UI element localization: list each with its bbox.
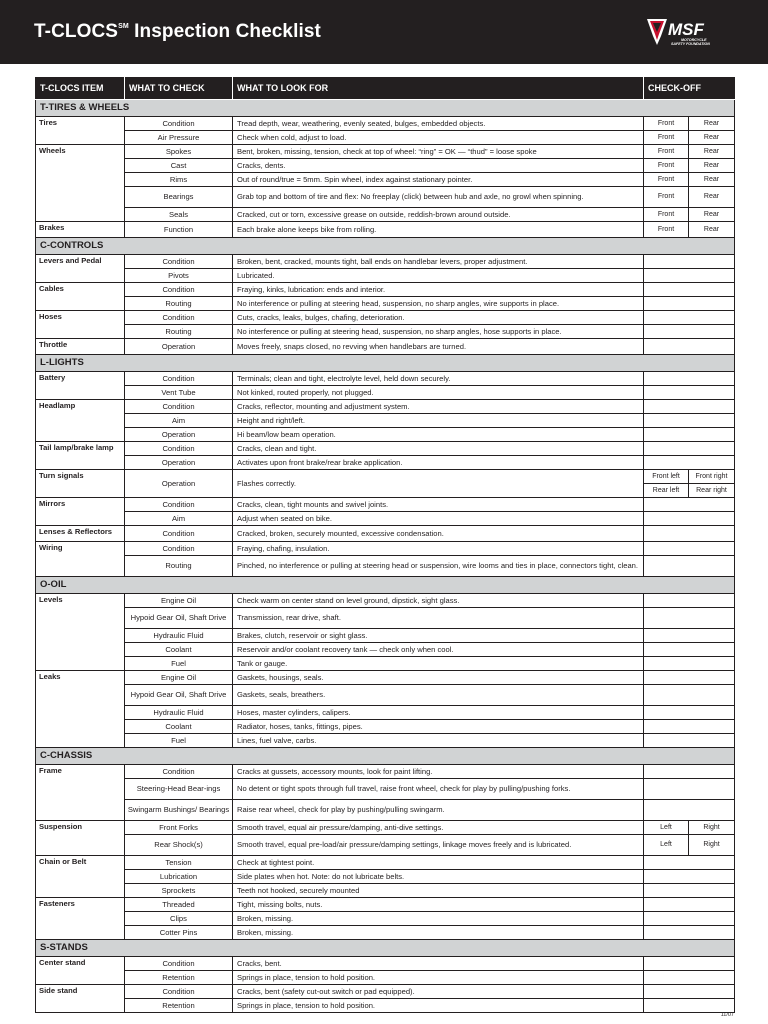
check-cell: Threaded — [125, 898, 233, 912]
checkoff-box[interactable] — [644, 297, 735, 311]
check-cell: Coolant — [125, 643, 233, 657]
checkoff-box[interactable] — [644, 671, 735, 685]
item-cell: Cables — [36, 283, 125, 311]
check-cell: Function — [125, 222, 233, 238]
look-for-cell: Check at tightest point. — [233, 856, 644, 870]
checkoff-box[interactable] — [644, 526, 735, 542]
look-for-cell: Cracked, cut or torn, excessive grease on outside, reddish-brown around outside. — [233, 208, 644, 222]
look-for-cell: Gaskets, housings, seals. — [233, 671, 644, 685]
check-cell: Air Pressure — [125, 131, 233, 145]
table-row — [36, 870, 735, 884]
check-cell: Condition — [125, 542, 233, 556]
col-header-check: WHAT TO CHECK — [125, 78, 233, 100]
item-cell: Hoses — [36, 311, 125, 339]
footer-code: 11/07 — [720, 1012, 734, 1018]
table-row — [36, 339, 735, 355]
look-for-cell: Fraying, chafing, insulation. — [233, 542, 644, 556]
checkoff-box[interactable]: Rear — [689, 222, 735, 238]
check-cell: Fuel — [125, 734, 233, 748]
look-for-cell: Flashes correctly. — [233, 470, 644, 498]
checkoff-box[interactable]: Rear — [689, 145, 735, 159]
table-row — [36, 222, 735, 238]
look-for-cell: Gaskets, seals, breathers. — [233, 685, 644, 706]
checkoff-box[interactable] — [644, 400, 735, 414]
check-cell: Seals — [125, 208, 233, 222]
table-row — [36, 734, 735, 748]
table-row — [36, 428, 735, 442]
check-cell: Sprockets — [125, 884, 233, 898]
checkoff-box[interactable] — [644, 706, 735, 720]
checkoff-box[interactable] — [644, 643, 735, 657]
checkoff-box[interactable]: Rear — [689, 208, 735, 222]
check-cell: Vent Tube — [125, 386, 233, 400]
check-cell: Condition — [125, 442, 233, 456]
look-for-cell: Moves freely, snaps closed, no revving when handlebars are turned. — [233, 339, 644, 355]
checkoff-box[interactable] — [644, 957, 735, 971]
checkoff-box[interactable] — [644, 311, 735, 325]
check-cell: Condition — [125, 255, 233, 269]
checkoff-box[interactable] — [644, 414, 735, 428]
table-row — [36, 657, 735, 671]
check-cell: Rims — [125, 173, 233, 187]
table-row — [36, 269, 735, 283]
table-row — [36, 779, 735, 800]
inspection-checklist-table — [35, 77, 735, 1013]
table-row — [36, 297, 735, 311]
checkoff-box[interactable]: Right — [689, 835, 735, 856]
table-row — [36, 720, 735, 734]
checkoff-box[interactable]: Front — [644, 187, 689, 208]
table-row — [36, 821, 735, 835]
checkoff-box[interactable] — [644, 856, 735, 870]
item-cell: Frame — [36, 765, 125, 821]
checkoff-box[interactable] — [644, 912, 735, 926]
check-cell: Hydraulic Fluid — [125, 706, 233, 720]
page-title — [34, 21, 321, 43]
check-cell: Condition — [125, 957, 233, 971]
table-row — [36, 255, 735, 269]
checkoff-box[interactable] — [644, 720, 735, 734]
table-row — [36, 685, 735, 706]
section-header — [36, 940, 735, 957]
checkoff-box[interactable] — [644, 428, 735, 442]
item-cell: Mirrors — [36, 498, 125, 526]
table-row — [36, 643, 735, 657]
checkoff-box[interactable] — [644, 884, 735, 898]
look-for-cell: No interference or pulling at steering head, suspension, no sharp angles, hose supports in place. — [233, 325, 644, 339]
table-row — [36, 159, 735, 173]
item-cell: Leaks — [36, 671, 125, 748]
check-cell: Condition — [125, 765, 233, 779]
checkoff-box[interactable] — [644, 456, 735, 470]
table-row — [36, 386, 735, 400]
checkoff-box[interactable] — [644, 442, 735, 456]
section-header — [36, 355, 735, 372]
look-for-cell: Teeth not hooked, securely mounted — [233, 884, 644, 898]
table-row — [36, 512, 735, 526]
table-row — [36, 884, 735, 898]
logo-subtitle-2: SAFETY FOUNDATION — [671, 42, 710, 46]
look-for-cell: Springs in place, tension to hold position. — [233, 971, 644, 985]
table-row — [36, 594, 735, 608]
msf-logo-icon — [645, 16, 737, 48]
table-row — [36, 629, 735, 643]
look-for-cell: Cracks, dents. — [233, 159, 644, 173]
table-row — [36, 498, 735, 512]
table-row — [36, 800, 735, 821]
look-for-cell: Smooth travel, equal air pressure/damping, anti-dive settings. — [233, 821, 644, 835]
look-for-cell: Terminals; clean and tight, electrolyte level, held down securely. — [233, 372, 644, 386]
look-for-cell: Cracks, bent (safety cut-out switch or pad equipped). — [233, 985, 644, 999]
item-cell: Tail lamp/brake lamp — [36, 442, 125, 470]
section-title: C-CHASSIS — [36, 748, 735, 765]
table-row — [36, 117, 735, 131]
check-cell: Hydraulic Fluid — [125, 629, 233, 643]
checkoff-box[interactable] — [644, 608, 735, 629]
title-main: T-CLOCS — [34, 21, 119, 42]
table-row — [36, 971, 735, 985]
checkoff-box[interactable] — [644, 870, 735, 884]
look-for-cell: Grab top and bottom of tire and flex: No freeplay (click) between hub and axle, no growl when spinning. — [233, 187, 644, 208]
check-cell: Clips — [125, 912, 233, 926]
checkoff-box[interactable] — [644, 386, 735, 400]
item-cell: Levels — [36, 594, 125, 671]
table-row — [36, 765, 735, 779]
item-cell: Battery — [36, 372, 125, 400]
checkoff-box[interactable]: Front — [644, 145, 689, 159]
check-cell: Operation — [125, 456, 233, 470]
check-cell: Coolant — [125, 720, 233, 734]
check-cell: Hypoid Gear Oil, Shaft Drive — [125, 608, 233, 629]
checkoff-box[interactable]: Rear — [689, 131, 735, 145]
item-cell: Levers and Pedal — [36, 255, 125, 283]
title-service-mark: SM — [118, 23, 129, 30]
look-for-cell: Broken, missing. — [233, 926, 644, 940]
table-row — [36, 957, 735, 971]
table-row — [36, 985, 735, 999]
check-cell: Routing — [125, 556, 233, 577]
checkoff-box[interactable]: Front — [644, 222, 689, 238]
table-row — [36, 400, 735, 414]
checkoff-box[interactable] — [644, 325, 735, 339]
check-cell: Operation — [125, 339, 233, 355]
checkoff-box[interactable]: Rear left — [644, 484, 689, 498]
checkoff-box[interactable]: Rear right — [689, 484, 735, 498]
checkoff-box[interactable] — [644, 629, 735, 643]
item-cell: Fasteners — [36, 898, 125, 940]
look-for-cell: Smooth travel, equal pre-load/air pressure/damping settings, linkage moves freely and is lubricated. — [233, 835, 644, 856]
table-row — [36, 706, 735, 720]
item-cell: Suspension — [36, 821, 125, 856]
table-row — [36, 131, 735, 145]
checkoff-box[interactable]: Front — [644, 117, 689, 131]
checkoff-box[interactable] — [644, 898, 735, 912]
check-cell: Swingarm Bushings/ Bearings — [125, 800, 233, 821]
check-cell: Operation — [125, 428, 233, 442]
checkoff-box[interactable] — [644, 999, 735, 1013]
look-for-cell: Cracks, bent. — [233, 957, 644, 971]
table-row — [36, 898, 735, 912]
table-row — [36, 671, 735, 685]
item-cell: Lenses & Reflectors — [36, 526, 125, 542]
section-title: O-OIL — [36, 577, 735, 594]
check-cell: Spokes — [125, 145, 233, 159]
checkoff-box[interactable]: Right — [689, 821, 735, 835]
look-for-cell: Cracks at gussets, accessory mounts, look for paint lifting. — [233, 765, 644, 779]
check-cell: Condition — [125, 400, 233, 414]
look-for-cell: Cracks, clean, tight mounts and swivel joints. — [233, 498, 644, 512]
checkoff-box[interactable] — [644, 765, 735, 779]
check-cell: Aim — [125, 512, 233, 526]
check-cell: Aim — [125, 414, 233, 428]
look-for-cell: Tread depth, wear, weathering, evenly seated, bulges, embedded objects. — [233, 117, 644, 131]
logo-text: MSF — [668, 20, 704, 39]
table-row — [36, 187, 735, 208]
checkoff-box[interactable]: Rear — [689, 187, 735, 208]
check-cell: Cotter Pins — [125, 926, 233, 940]
checkoff-box[interactable]: Front left — [644, 470, 689, 484]
item-cell: Wheels — [36, 145, 125, 222]
item-cell: Center stand — [36, 957, 125, 985]
logo-subtitle-1: MOTORCYCLE — [681, 38, 707, 42]
check-cell: Routing — [125, 325, 233, 339]
item-cell: Turn signals — [36, 470, 125, 498]
check-cell: Tension — [125, 856, 233, 870]
section-header — [36, 238, 735, 255]
table-row — [36, 470, 735, 484]
look-for-cell: Broken, missing. — [233, 912, 644, 926]
look-for-cell: Broken, bent, cracked, mounts tight, ball ends on handlebar levers, proper adjustment. — [233, 255, 644, 269]
section-title: L-LIGHTS — [36, 355, 735, 372]
check-cell: Pivots — [125, 269, 233, 283]
look-for-cell: Cracks, reflector, mounting and adjustment system. — [233, 400, 644, 414]
checkoff-box[interactable]: Front — [644, 173, 689, 187]
table-row — [36, 608, 735, 629]
look-for-cell: Brakes, clutch, reservoir or sight glass. — [233, 629, 644, 643]
checklist-body — [36, 100, 735, 1013]
table-row — [36, 835, 735, 856]
check-cell: Engine Oil — [125, 671, 233, 685]
col-header-item: T-CLOCS ITEM — [36, 78, 125, 100]
item-cell: Headlamp — [36, 400, 125, 442]
check-cell: Hypoid Gear Oil, Shaft Drive — [125, 685, 233, 706]
table-row — [36, 372, 735, 386]
look-for-cell: Cracked, broken, securely mounted, excessive condensation. — [233, 526, 644, 542]
look-for-cell: Out of round/true = 5mm. Spin wheel, index against stationary pointer. — [233, 173, 644, 187]
table-row — [36, 556, 735, 577]
checkoff-box[interactable] — [644, 800, 735, 821]
checkoff-box[interactable] — [644, 512, 735, 526]
item-cell: Wiring — [36, 542, 125, 577]
msf-logo — [645, 16, 737, 48]
checkoff-box[interactable]: Front — [644, 159, 689, 173]
look-for-cell: Fraying, kinks, lubrication: ends and interior. — [233, 283, 644, 297]
table-row — [36, 442, 735, 456]
table-row — [36, 325, 735, 339]
check-cell: Condition — [125, 985, 233, 999]
section-title: C-CONTROLS — [36, 238, 735, 255]
look-for-cell: Adjust when seated on bike. — [233, 512, 644, 526]
checkoff-box[interactable]: Left — [644, 835, 689, 856]
checkoff-box[interactable] — [644, 372, 735, 386]
look-for-cell: Cracks, clean and tight. — [233, 442, 644, 456]
table-row — [36, 856, 735, 870]
check-cell: Routing — [125, 297, 233, 311]
section-title: T-TIRES & WHEELS — [36, 100, 735, 117]
look-for-cell: Raise rear wheel, check for play by pushing/pulling swingarm. — [233, 800, 644, 821]
look-for-cell: No interference or pulling at steering head, suspension, no sharp angles, wire supports in place. — [233, 297, 644, 311]
look-for-cell: Tight, missing bolts, nuts. — [233, 898, 644, 912]
check-cell: Front Forks — [125, 821, 233, 835]
table-row — [36, 414, 735, 428]
table-header-row — [36, 78, 735, 100]
check-cell: Fuel — [125, 657, 233, 671]
look-for-cell: Lubricated. — [233, 269, 644, 283]
checkoff-box[interactable] — [644, 556, 735, 577]
checkoff-box[interactable]: Front right — [689, 470, 735, 484]
look-for-cell: Lines, fuel valve, carbs. — [233, 734, 644, 748]
checkoff-box[interactable]: Rear — [689, 159, 735, 173]
checkoff-box[interactable]: Rear — [689, 117, 735, 131]
item-cell: Tires — [36, 117, 125, 145]
title-rest: Inspection Checklist — [128, 21, 321, 42]
item-cell: Brakes — [36, 222, 125, 238]
look-for-cell: No detent or tight spots through full travel, raise front wheel, check for play by pulling/pushing forks. — [233, 779, 644, 800]
checkoff-box[interactable] — [644, 498, 735, 512]
checkoff-box[interactable] — [644, 542, 735, 556]
checkoff-box[interactable] — [644, 283, 735, 297]
item-cell: Throttle — [36, 339, 125, 355]
check-cell: Rear Shock(s) — [125, 835, 233, 856]
table-row — [36, 456, 735, 470]
checkoff-box[interactable] — [644, 971, 735, 985]
table-row — [36, 999, 735, 1013]
look-for-cell: Pinched, no interference or pulling at steering head or suspension, wire looms and ties in place, connectors tight, clean. — [233, 556, 644, 577]
checkoff-box[interactable] — [644, 685, 735, 706]
table-row — [36, 542, 735, 556]
section-header — [36, 577, 735, 594]
look-for-cell: Hoses, master cylinders, calipers. — [233, 706, 644, 720]
check-cell: Condition — [125, 372, 233, 386]
table-row — [36, 283, 735, 297]
check-cell: Operation — [125, 470, 233, 498]
check-cell: Condition — [125, 117, 233, 131]
table-row — [36, 145, 735, 159]
checkoff-box[interactable] — [644, 255, 735, 269]
section-header — [36, 748, 735, 765]
check-cell: Cast — [125, 159, 233, 173]
look-for-cell: Not kinked, routed properly, not plugged. — [233, 386, 644, 400]
checkoff-box[interactable] — [644, 926, 735, 940]
table-row — [36, 208, 735, 222]
look-for-cell: Transmission, rear drive, shaft. — [233, 608, 644, 629]
table-row — [36, 926, 735, 940]
look-for-cell: Side plates when hot. Note: do not lubricate belts. — [233, 870, 644, 884]
look-for-cell: Height and right/left. — [233, 414, 644, 428]
table-row — [36, 912, 735, 926]
look-for-cell: Each brake alone keeps bike from rolling. — [233, 222, 644, 238]
check-cell: Retention — [125, 971, 233, 985]
checkoff-box[interactable] — [644, 594, 735, 608]
checkoff-box[interactable]: Front — [644, 131, 689, 145]
checkoff-box[interactable]: Left — [644, 821, 689, 835]
item-cell: Chain or Belt — [36, 856, 125, 898]
col-header-checkoff: CHECK-OFF — [644, 78, 735, 100]
page-header — [0, 0, 768, 64]
look-for-cell: Check warm on center stand on level ground, dipstick, sight glass. — [233, 594, 644, 608]
checkoff-box[interactable]: Front — [644, 208, 689, 222]
look-for-cell: Bent, broken, missing, tension, check at top of wheel: “ring” = OK — “thud” = loose spoke — [233, 145, 644, 159]
checkoff-box[interactable] — [644, 269, 735, 283]
item-cell: Side stand — [36, 985, 125, 1013]
check-cell: Condition — [125, 283, 233, 297]
check-cell: Condition — [125, 526, 233, 542]
check-cell: Steering-Head Bear-ings — [125, 779, 233, 800]
look-for-cell: Radiator, hoses, tanks, fittings, pipes. — [233, 720, 644, 734]
table-row — [36, 311, 735, 325]
look-for-cell: Check when cold, adjust to load. — [233, 131, 644, 145]
look-for-cell: Reservoir and/or coolant recovery tank — check only when cool. — [233, 643, 644, 657]
col-header-look: WHAT TO LOOK FOR — [233, 78, 644, 100]
check-cell: Retention — [125, 999, 233, 1013]
section-header — [36, 100, 735, 117]
check-cell: Bearings — [125, 187, 233, 208]
look-for-cell: Springs in place, tension to hold position. — [233, 999, 644, 1013]
table-row — [36, 173, 735, 187]
checkoff-box[interactable] — [644, 657, 735, 671]
check-cell: Condition — [125, 498, 233, 512]
checkoff-box[interactable] — [644, 339, 735, 355]
section-title: S-STANDS — [36, 940, 735, 957]
look-for-cell: Activates upon front brake/rear brake application. — [233, 456, 644, 470]
look-for-cell: Tank or gauge. — [233, 657, 644, 671]
check-cell: Condition — [125, 311, 233, 325]
look-for-cell: Hi beam/low beam operation. — [233, 428, 644, 442]
check-cell: Engine Oil — [125, 594, 233, 608]
checkoff-box[interactable] — [644, 985, 735, 999]
checkoff-box[interactable]: Rear — [689, 173, 735, 187]
check-cell: Lubrication — [125, 870, 233, 884]
look-for-cell: Cuts, cracks, leaks, bulges, chafing, deterioration. — [233, 311, 644, 325]
table-row — [36, 526, 735, 542]
checkoff-box[interactable] — [644, 734, 735, 748]
checkoff-box[interactable] — [644, 779, 735, 800]
